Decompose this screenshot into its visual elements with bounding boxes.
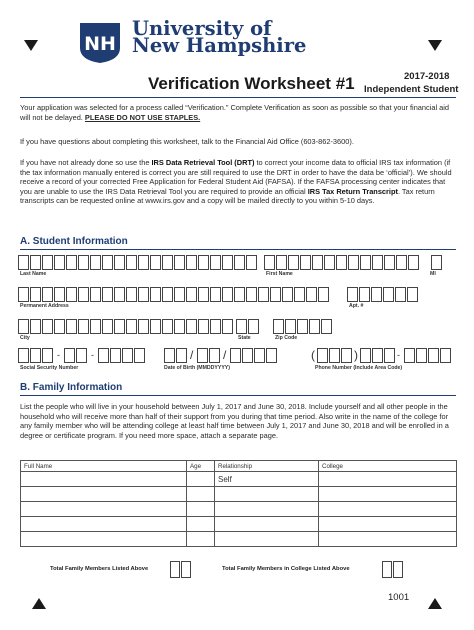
- family-info-heading: B. Family Information: [20, 382, 123, 393]
- table-row: [21, 487, 457, 502]
- char-box[interactable]: [54, 255, 65, 270]
- char-box[interactable]: [66, 287, 77, 302]
- family-info-description: List the people who will live in your household between July 1, 2017 and June 30, 2018. Include yourself and all other people in the household who will receive more than half of their support from you during that time period. Also write in the name of the college for any family member who will be attending college at least half time between July 1, 2017 and June 30, 2018 and will be enrolled in a degree or certificate program. If you need more space, attach a separate page.: [20, 402, 449, 440]
- char-box[interactable]: [360, 255, 371, 270]
- char-box[interactable]: [317, 348, 328, 363]
- char-box[interactable]: [321, 319, 332, 334]
- student-type: Independent Student: [364, 84, 459, 95]
- char-box[interactable]: [30, 348, 41, 363]
- char-box[interactable]: [431, 255, 442, 270]
- char-box[interactable]: [416, 348, 427, 363]
- char-box[interactable]: [306, 287, 317, 302]
- char-box[interactable]: [209, 348, 220, 363]
- corner-marker-top-right-icon: [428, 40, 442, 51]
- university-name-line1: University of: [132, 17, 272, 40]
- transcript-emphasis: IRS Tax Return Transcript: [307, 186, 398, 196]
- char-box[interactable]: [102, 255, 113, 270]
- total-college-label: Total Family Members in College Listed Above: [222, 566, 350, 572]
- char-box[interactable]: [273, 319, 284, 334]
- char-box[interactable]: [98, 348, 109, 363]
- char-box[interactable]: [318, 287, 329, 302]
- dob-month-boxes[interactable]: [164, 348, 187, 363]
- student-info-rule: [20, 249, 456, 250]
- drt-emphasis: IRS Data Retrieval Tool (DRT): [151, 158, 255, 167]
- cell-name[interactable]: [21, 502, 187, 517]
- char-box[interactable]: [78, 255, 89, 270]
- apt-boxes[interactable]: [347, 287, 418, 302]
- char-box[interactable]: [222, 255, 233, 270]
- cell-age[interactable]: [187, 517, 215, 532]
- cell-relationship[interactable]: [215, 487, 319, 502]
- city-boxes[interactable]: [18, 319, 233, 334]
- col-full-name: Full Name: [21, 461, 187, 472]
- char-box[interactable]: [408, 255, 419, 270]
- state-boxes[interactable]: [236, 319, 259, 334]
- intro-paragraph-2: If you have questions about completing this worksheet, talk to the Financial Aid Office (603-862-3600).: [20, 137, 354, 146]
- university-name-line2: New Hampshire: [132, 34, 307, 57]
- char-box[interactable]: [288, 255, 299, 270]
- permanent-address-label: Permanent Address: [20, 303, 69, 309]
- char-box[interactable]: [341, 348, 352, 363]
- char-box[interactable]: [382, 561, 392, 578]
- phone-paren-open: (: [311, 348, 315, 362]
- char-box[interactable]: [150, 287, 161, 302]
- char-box[interactable]: [170, 561, 180, 578]
- char-box[interactable]: [197, 348, 208, 363]
- phone-area-boxes[interactable]: [317, 348, 352, 363]
- char-box[interactable]: [198, 255, 209, 270]
- char-box[interactable]: [348, 255, 359, 270]
- char-box[interactable]: [234, 287, 245, 302]
- cell-relationship-self: Self: [215, 472, 319, 487]
- page-number: 1001: [388, 592, 410, 603]
- char-box[interactable]: [396, 255, 407, 270]
- worksheet-title: Verification Worksheet #1: [148, 74, 355, 93]
- cell-relationship[interactable]: [215, 517, 319, 532]
- char-box[interactable]: [162, 319, 173, 334]
- total-members-boxes[interactable]: [170, 561, 191, 578]
- dob-day-boxes[interactable]: [197, 348, 220, 363]
- zip-boxes[interactable]: [273, 319, 332, 334]
- char-box[interactable]: [164, 348, 175, 363]
- char-box[interactable]: [242, 348, 253, 363]
- char-box[interactable]: [42, 319, 53, 334]
- char-box[interactable]: [222, 287, 233, 302]
- char-box[interactable]: [393, 561, 403, 578]
- cell-name[interactable]: [21, 517, 187, 532]
- char-box[interactable]: [114, 255, 125, 270]
- char-box[interactable]: [150, 319, 161, 334]
- char-box[interactable]: [254, 348, 265, 363]
- char-box[interactable]: [372, 255, 383, 270]
- char-box[interactable]: [198, 287, 209, 302]
- char-box[interactable]: [186, 255, 197, 270]
- cell-college[interactable]: [319, 532, 457, 547]
- char-box[interactable]: [30, 287, 41, 302]
- phone-label: Phone Number (Include Area Code): [315, 365, 403, 371]
- unh-logo-icon: [78, 22, 122, 64]
- char-box[interactable]: [18, 319, 29, 334]
- char-box[interactable]: [110, 348, 121, 363]
- cell-age[interactable]: [187, 532, 215, 547]
- char-box[interactable]: [236, 319, 247, 334]
- first-name-label: First Name: [266, 271, 293, 277]
- staples-warning: PLEASE DO NOT USE STAPLES.: [84, 112, 201, 122]
- char-box[interactable]: [383, 287, 394, 302]
- char-box[interactable]: [181, 561, 191, 578]
- char-box[interactable]: [174, 287, 185, 302]
- family-members-table: [20, 460, 457, 547]
- char-box[interactable]: [347, 287, 358, 302]
- char-box[interactable]: [246, 255, 257, 270]
- cell-age[interactable]: [187, 502, 215, 517]
- char-box[interactable]: [150, 255, 161, 270]
- intro-p3-a: If you have not already done so use the: [20, 158, 152, 167]
- char-box[interactable]: [66, 255, 77, 270]
- last-name-boxes[interactable]: [18, 255, 257, 270]
- char-box[interactable]: [162, 287, 173, 302]
- cell-name[interactable]: [21, 472, 187, 487]
- cell-name[interactable]: [21, 532, 187, 547]
- char-box[interactable]: [134, 348, 145, 363]
- phone-prefix-boxes[interactable]: [360, 348, 395, 363]
- cell-relationship[interactable]: [215, 502, 319, 517]
- char-box[interactable]: [428, 348, 439, 363]
- char-box[interactable]: [266, 348, 277, 363]
- char-box[interactable]: [285, 319, 296, 334]
- permanent-address-boxes[interactable]: [18, 287, 329, 302]
- char-box[interactable]: [102, 319, 113, 334]
- char-box[interactable]: [324, 255, 335, 270]
- intro-paragraph-1: [20, 103, 456, 122]
- char-box[interactable]: [90, 287, 101, 302]
- cell-college[interactable]: [319, 517, 457, 532]
- ssn-boxes-part1[interactable]: [18, 348, 53, 363]
- char-box[interactable]: [372, 348, 383, 363]
- char-box[interactable]: [264, 255, 275, 270]
- corner-marker-bottom-left-icon: [32, 598, 46, 609]
- char-box[interactable]: [18, 255, 29, 270]
- char-box[interactable]: [210, 255, 221, 270]
- first-name-boxes[interactable]: [264, 255, 419, 270]
- col-college: College: [319, 461, 457, 472]
- char-box[interactable]: [312, 255, 323, 270]
- char-box[interactable]: [126, 319, 137, 334]
- char-box[interactable]: [90, 255, 101, 270]
- mi-label: MI: [430, 271, 436, 277]
- intro-paragraph-3: [20, 158, 456, 206]
- phone-dash: -: [397, 350, 400, 360]
- char-box[interactable]: [102, 287, 113, 302]
- char-box[interactable]: [30, 255, 41, 270]
- ssn-label: Social Security Number: [20, 365, 79, 371]
- cell-age[interactable]: [187, 487, 215, 502]
- col-relationship: Relationship: [215, 461, 319, 472]
- cell-name[interactable]: [21, 487, 187, 502]
- char-box[interactable]: [404, 348, 415, 363]
- header-rule: [20, 97, 456, 98]
- char-box[interactable]: [297, 319, 308, 334]
- char-box[interactable]: [309, 319, 320, 334]
- char-box[interactable]: [258, 287, 269, 302]
- char-box[interactable]: [336, 255, 347, 270]
- char-box[interactable]: [371, 287, 382, 302]
- char-box[interactable]: [54, 287, 65, 302]
- state-label: State: [238, 335, 251, 341]
- char-box[interactable]: [210, 287, 221, 302]
- cell-age[interactable]: [187, 472, 215, 487]
- ssn-boxes-part3[interactable]: [98, 348, 145, 363]
- char-box[interactable]: [42, 287, 53, 302]
- char-box[interactable]: [54, 319, 65, 334]
- dob-label: Date of Birth (MMDDYYYY): [164, 365, 230, 371]
- ssn-boxes-part2[interactable]: [64, 348, 87, 363]
- char-box[interactable]: [162, 255, 173, 270]
- intro-p3-c: . Tax return transcripts can be requested online at www.irs.gov and a copy will be mailed directly to you within 5-10 days.: [20, 186, 435, 206]
- table-row: [21, 532, 457, 547]
- char-box[interactable]: [78, 287, 89, 302]
- char-box[interactable]: [42, 255, 53, 270]
- char-box[interactable]: [230, 348, 241, 363]
- char-box[interactable]: [138, 255, 149, 270]
- corner-marker-bottom-right-icon: [428, 598, 442, 609]
- phone-paren-close: ): [354, 348, 358, 362]
- intro-p1-text: Your application was selected for a process called “Verification.” Complete Verification as soon as possible so that your financial aid will not be delayed.: [20, 103, 450, 122]
- char-box[interactable]: [76, 348, 87, 363]
- phone-line-boxes[interactable]: [404, 348, 451, 363]
- char-box[interactable]: [176, 348, 187, 363]
- char-box[interactable]: [276, 255, 287, 270]
- corner-marker-top-left-icon: [24, 40, 38, 51]
- apt-label: Apt. #: [349, 303, 364, 309]
- cell-college[interactable]: [319, 472, 457, 487]
- char-box[interactable]: [294, 287, 305, 302]
- char-box[interactable]: [440, 348, 451, 363]
- char-box[interactable]: [210, 319, 221, 334]
- char-box[interactable]: [222, 319, 233, 334]
- student-info-heading: A. Student Information: [20, 236, 128, 247]
- char-box[interactable]: [126, 287, 137, 302]
- total-members-label: Total Family Members Listed Above: [50, 566, 149, 572]
- char-box[interactable]: [300, 255, 311, 270]
- char-box[interactable]: [114, 319, 125, 334]
- char-box[interactable]: [174, 319, 185, 334]
- char-box[interactable]: [359, 287, 370, 302]
- char-box[interactable]: [329, 348, 340, 363]
- cell-college[interactable]: [319, 487, 457, 502]
- char-box[interactable]: [395, 287, 406, 302]
- char-box[interactable]: [18, 348, 29, 363]
- ssn-dash-1: -: [57, 350, 60, 360]
- zip-label: Zip Code: [275, 335, 298, 341]
- table-header-row: [21, 461, 457, 472]
- char-box[interactable]: [42, 348, 53, 363]
- char-box[interactable]: [126, 255, 137, 270]
- dob-slash-2: /: [223, 348, 227, 362]
- last-name-label: Last Name: [20, 271, 47, 277]
- dob-year-boxes[interactable]: [230, 348, 277, 363]
- ssn-dash-2: -: [91, 350, 94, 360]
- char-box[interactable]: [234, 255, 245, 270]
- char-box[interactable]: [114, 287, 125, 302]
- cell-relationship[interactable]: [215, 532, 319, 547]
- cell-college[interactable]: [319, 502, 457, 517]
- char-box[interactable]: [384, 348, 395, 363]
- char-box[interactable]: [66, 319, 77, 334]
- award-year: 2017-2018: [404, 71, 450, 82]
- col-age: Age: [187, 461, 215, 472]
- total-college-boxes[interactable]: [382, 561, 403, 578]
- char-box[interactable]: [174, 255, 185, 270]
- table-row: [21, 472, 457, 487]
- table-row: [21, 502, 457, 517]
- char-box[interactable]: [246, 287, 257, 302]
- char-box[interactable]: [360, 348, 371, 363]
- char-box[interactable]: [64, 348, 75, 363]
- char-box[interactable]: [78, 319, 89, 334]
- family-info-rule: [20, 395, 456, 396]
- char-box[interactable]: [30, 319, 41, 334]
- char-box[interactable]: [186, 319, 197, 334]
- table-row: [21, 517, 457, 532]
- char-box[interactable]: [90, 319, 101, 334]
- logo-text: NH: [84, 33, 116, 55]
- middle-initial-box[interactable]: [431, 255, 442, 270]
- city-label: City: [20, 335, 30, 341]
- char-box[interactable]: [270, 287, 281, 302]
- char-box[interactable]: [282, 287, 293, 302]
- char-box[interactable]: [248, 319, 259, 334]
- char-box[interactable]: [18, 287, 29, 302]
- char-box[interactable]: [384, 255, 395, 270]
- char-box[interactable]: [198, 319, 209, 334]
- char-box[interactable]: [407, 287, 418, 302]
- char-box[interactable]: [138, 319, 149, 334]
- char-box[interactable]: [138, 287, 149, 302]
- char-box[interactable]: [186, 287, 197, 302]
- char-box[interactable]: [122, 348, 133, 363]
- intro-p3-b: to correct your income data to official IRS tax information (if the tax information manually entered is correct you are still required to use the DRT in order to have the data be ‘official’). We should receive a record of your corrected Free Application for Federal Student Aid (FAFSA). If the FAFSA processing center indicates that you are unable to use the IRS Data Retrieval Tool you are required to provide an official: [20, 158, 452, 196]
- dob-slash-1: /: [190, 348, 194, 362]
